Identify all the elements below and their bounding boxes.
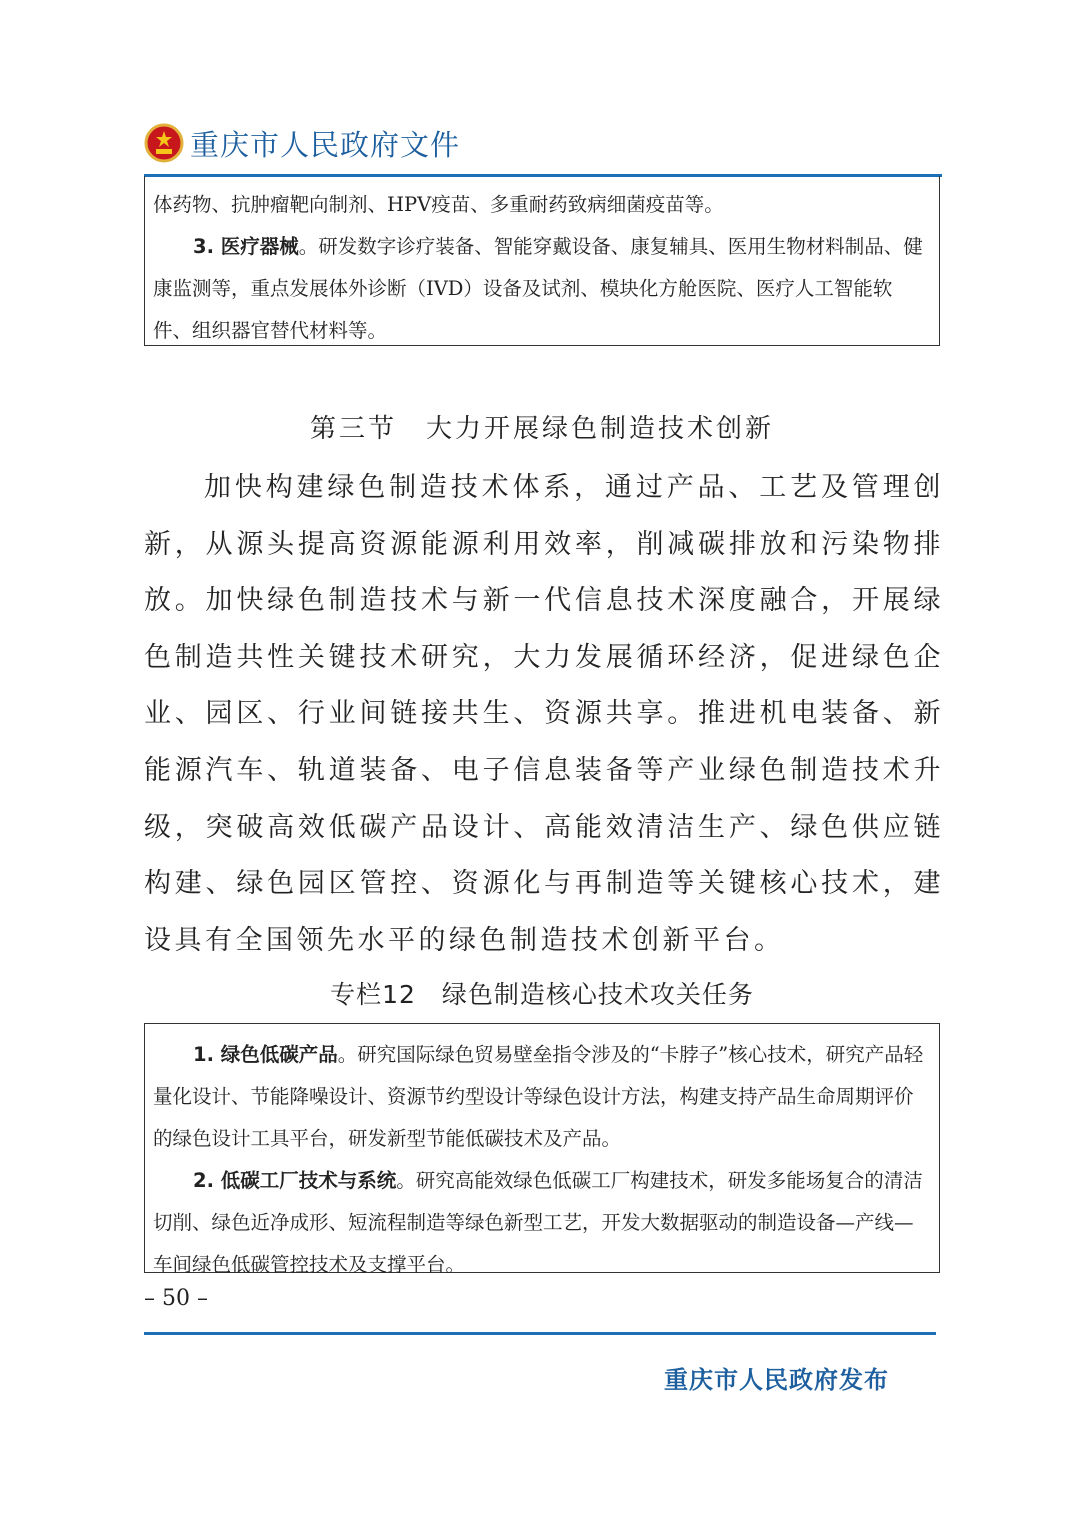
page-number: – 50 – — [144, 1286, 208, 1311]
national-emblem-icon — [144, 123, 184, 163]
box-item-3 — [153, 226, 931, 352]
document-header — [144, 118, 460, 168]
item-label: 2. 低碳工厂技术与系统 — [193, 1169, 397, 1192]
column-title: 专栏12 绿色制造核心技术攻关任务 — [330, 980, 754, 1009]
column-box — [144, 1023, 940, 1276]
column-item-2 — [153, 1160, 931, 1286]
continued-box — [144, 176, 940, 346]
header-title: 重庆市人民政府文件 — [190, 127, 461, 162]
column-item-1 — [153, 1034, 931, 1160]
item-label: 3. 医疗器械 — [193, 235, 299, 258]
box-line: 体药物、抗肿瘤靶向制剂、HPV疫苗、多重耐药致病细菌疫苗等。 — [153, 193, 724, 216]
section-body: 加快构建绿色制造技术体系，通过产品、工艺及管理创新，从源头提高资源能源利用效率，削减碳排放和污染物排放。加快绿色制造技术与新一代信息技术深度融合，开展绿色制造共性关键技术研究，大力发展循环经济，促进绿色企业、园区、行业间链接共生、资源共享。推进机电装备、新能源汽车、轨道装备、电子信息装备等产业绿色制造技术升级，突破高效低碳产品设计、高能效清洁生产、绿色供应链构建、绿色园区管控、资源化与再制造等关键核心技术，建设具有全国领先水平的绿色制造技术创新平台。 — [144, 472, 944, 956]
item-label: 1. 绿色低碳产品 — [193, 1043, 338, 1066]
item-text: 。研发数字诊疗装备、智能穿戴设备、康复辅具、医用生物材料制品、健康监测等，重点发展体外诊断（IVD）设备及试剂、模块化方舱医院、医疗人工智能软件、组织器官替代材料等。 — [153, 235, 923, 342]
footer-publisher: 重庆市人民政府发布 — [664, 1366, 889, 1394]
item-text: 。研究国际绿色贸易壁垒指令涉及的“卡脖子”核心技术，研究产品轻量化设计、节能降噪设计、资源节约型设计等绿色设计方法，构建支持产品生命周期评价的绿色设计工具平台，研发新型节能低碳技术及产品。 — [153, 1043, 924, 1150]
footer-rule — [144, 1332, 936, 1335]
item-text: 。研究高能效绿色低碳工厂构建技术，研发多能场复合的清洁切削、绿色近净成形、短流程制造等绿色新型工艺，开发大数据驱动的制造设备—产线—车间绿色低碳管控技术及支撑平台。 — [153, 1169, 923, 1276]
section-title: 第三节 大力开展绿色制造技术创新 — [309, 414, 774, 444]
